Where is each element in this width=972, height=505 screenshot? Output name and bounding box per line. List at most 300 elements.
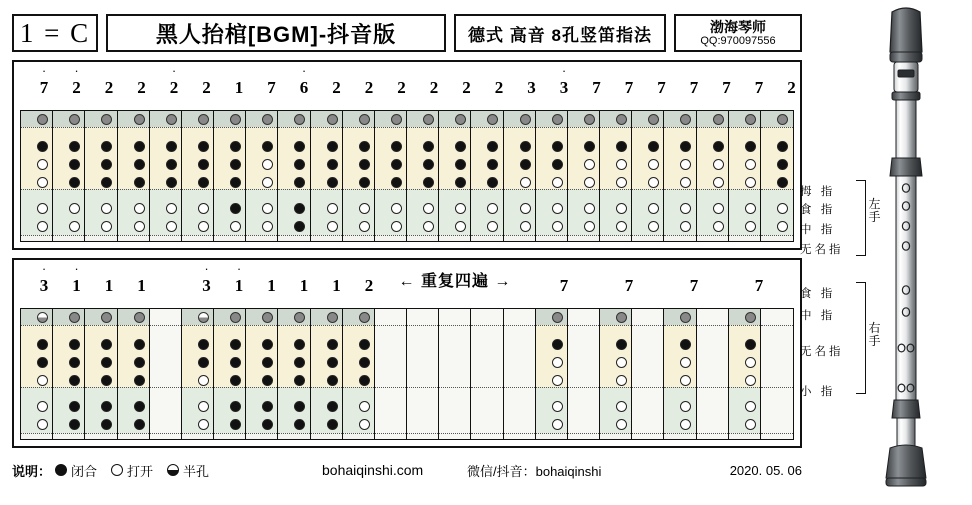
finger-hole xyxy=(584,141,595,152)
finger-hole xyxy=(327,401,338,412)
finger-hole xyxy=(327,339,338,350)
note-number: 2 xyxy=(397,78,406,97)
finger-hole xyxy=(648,203,659,214)
finger-hole xyxy=(520,221,531,232)
guide-line xyxy=(85,433,116,434)
guide-line xyxy=(311,127,342,128)
right-hand-label: 右手 xyxy=(868,321,882,349)
guide-line xyxy=(664,325,695,326)
finger-hole xyxy=(230,357,241,368)
finger-hole xyxy=(294,339,305,350)
finger-hole xyxy=(359,339,370,350)
finger-hole xyxy=(69,177,80,188)
fingering-column xyxy=(343,111,375,241)
fingering-column xyxy=(664,309,696,439)
guide-line xyxy=(182,235,213,236)
guide-line xyxy=(729,235,760,236)
guide-line xyxy=(343,325,374,326)
guide-line xyxy=(118,235,149,236)
note-number: 2 xyxy=(364,276,374,295)
guide-line xyxy=(343,433,374,434)
thumb-hole xyxy=(262,312,273,323)
guide-line xyxy=(311,189,342,190)
finger-hole xyxy=(37,339,48,350)
finger-hole xyxy=(552,357,563,368)
guide-line xyxy=(407,387,438,388)
finger-hole xyxy=(134,221,145,232)
finger-hole xyxy=(198,419,209,430)
guide-line xyxy=(53,127,84,128)
finger-hole xyxy=(262,203,273,214)
guide-line xyxy=(632,387,663,388)
finger-hole xyxy=(262,357,273,368)
fingering-column xyxy=(150,309,182,439)
guide-line xyxy=(53,325,84,326)
finger-hole xyxy=(262,141,273,152)
fingering-column xyxy=(118,111,150,241)
octave-dot: . xyxy=(42,258,46,273)
guide-line xyxy=(375,235,406,236)
finger-hole xyxy=(69,203,80,214)
fingering-column xyxy=(729,309,761,439)
guide-line xyxy=(118,433,149,434)
guide-line xyxy=(729,325,760,326)
thumb-hole xyxy=(327,312,338,323)
guide-line xyxy=(600,127,631,128)
thumb-hole xyxy=(359,312,370,323)
guide-line xyxy=(439,189,470,190)
finger-hole xyxy=(198,357,209,368)
finger-hole xyxy=(680,141,691,152)
finger-hole xyxy=(327,419,338,430)
guide-line xyxy=(504,127,535,128)
guide-line xyxy=(664,235,695,236)
finger-hole xyxy=(648,159,659,170)
finger-hole xyxy=(359,221,370,232)
guide-line xyxy=(697,433,728,434)
fingering-column xyxy=(664,111,696,241)
guide-line xyxy=(439,127,470,128)
finger-hole xyxy=(616,357,627,368)
guide-line xyxy=(536,235,567,236)
finger-hole xyxy=(101,221,112,232)
fingering-column xyxy=(375,111,407,241)
guide-line xyxy=(375,433,406,434)
fingering-column xyxy=(439,309,471,439)
octave-dot: . xyxy=(42,60,46,75)
guide-line xyxy=(761,127,793,128)
header xyxy=(12,14,802,52)
fingering-column xyxy=(504,309,536,439)
finger-hole xyxy=(616,419,627,430)
guide-line xyxy=(150,433,181,434)
guide-line xyxy=(439,235,470,236)
guide-line xyxy=(21,433,52,434)
finger-hole xyxy=(101,357,112,368)
fingering-column xyxy=(214,309,246,439)
finger-hole xyxy=(37,159,48,170)
finger-hole xyxy=(294,401,305,412)
finger-hole xyxy=(230,203,241,214)
guide-line xyxy=(697,127,728,128)
finger-hole xyxy=(616,141,627,152)
finger-hole xyxy=(294,375,305,386)
fingering-column xyxy=(182,309,214,439)
guide-line xyxy=(407,189,438,190)
thumb-hole xyxy=(230,114,241,125)
finger-hole xyxy=(423,203,434,214)
thumb-hole xyxy=(680,312,691,323)
footer xyxy=(12,458,802,482)
finger-hole xyxy=(69,141,80,152)
finger-hole xyxy=(487,141,498,152)
note-number: 7 xyxy=(559,276,569,295)
note-number: 6 xyxy=(299,78,309,97)
note-number: 3 xyxy=(39,276,49,295)
right-hand-brace xyxy=(856,282,866,394)
finger-hole xyxy=(455,177,466,188)
guide-line xyxy=(278,433,309,434)
fingering-column xyxy=(278,309,310,439)
fingering-column xyxy=(471,111,503,241)
note-number: 7 xyxy=(689,276,699,295)
finger-hole xyxy=(777,177,788,188)
finger-hole xyxy=(359,357,370,368)
guide-line xyxy=(664,189,695,190)
fingering-column xyxy=(21,111,53,241)
finger-hole xyxy=(230,375,241,386)
guide-line xyxy=(761,235,793,236)
finger-hole xyxy=(134,401,145,412)
finger-hole xyxy=(262,375,273,386)
note-number: 2 xyxy=(202,78,211,97)
finger-hole xyxy=(198,141,209,152)
thumb-hole xyxy=(713,114,724,125)
guide-line xyxy=(536,189,567,190)
guide-line xyxy=(375,127,406,128)
fingering-column xyxy=(150,111,182,241)
repeat-marker: ← 重复四遍 → xyxy=(398,273,512,290)
finger-label-1: 食 指 xyxy=(800,204,836,216)
fingering-column xyxy=(343,309,375,439)
guide-line xyxy=(118,127,149,128)
guide-line xyxy=(504,189,535,190)
note-number: 1 xyxy=(299,276,309,295)
guide-line xyxy=(407,235,438,236)
thumb-hole xyxy=(37,114,48,125)
finger-hole xyxy=(616,339,627,350)
guide-line xyxy=(278,127,309,128)
guide-line xyxy=(729,127,760,128)
legend-half xyxy=(167,461,209,480)
finger-hole xyxy=(777,221,788,232)
finger-label-7: 小 指 xyxy=(800,386,836,398)
note-number: 1 xyxy=(234,78,244,97)
note-number: 7 xyxy=(689,78,699,97)
guide-line xyxy=(664,433,695,434)
finger-hole xyxy=(552,141,563,152)
fingering-grid-1 xyxy=(20,110,794,242)
guide-line xyxy=(182,325,213,326)
finger-hole xyxy=(327,203,338,214)
fingering-column xyxy=(761,309,793,439)
note-number: 1 xyxy=(72,276,81,295)
fingering-column xyxy=(53,309,85,439)
finger-hole xyxy=(680,339,691,350)
guide-line xyxy=(375,189,406,190)
finger-hole xyxy=(616,177,627,188)
guide-line xyxy=(182,189,213,190)
finger-hole xyxy=(327,159,338,170)
guide-line xyxy=(471,235,502,236)
finger-hole xyxy=(69,357,80,368)
finger-hole xyxy=(520,203,531,214)
brand-name: 渤海琴师 xyxy=(710,18,766,35)
octave-dot: . xyxy=(302,60,306,75)
thumb-hole xyxy=(520,114,531,125)
guide-line xyxy=(53,433,84,434)
guide-line xyxy=(375,325,406,326)
guide-line xyxy=(504,235,535,236)
finger-hole xyxy=(680,419,691,430)
thumb-hole xyxy=(69,114,80,125)
guide-line xyxy=(21,127,52,128)
guide-line xyxy=(311,387,342,388)
finger-hole xyxy=(101,159,112,170)
thumb-hole xyxy=(423,114,434,125)
finger-hole xyxy=(584,203,595,214)
note-number: 2 xyxy=(429,78,439,97)
recorder-labels xyxy=(792,0,902,500)
thumb-hole xyxy=(327,114,338,125)
note-number: 3 xyxy=(527,78,536,97)
finger-hole xyxy=(745,401,756,412)
finger-hole xyxy=(552,375,563,386)
note-number: 7 xyxy=(754,276,764,295)
finger-hole xyxy=(37,401,48,412)
thumb-hole xyxy=(198,312,209,323)
finger-hole xyxy=(134,177,145,188)
website: bohaiqinshi.com xyxy=(322,462,424,478)
guide-line xyxy=(343,127,374,128)
finger-hole xyxy=(327,221,338,232)
fingering-column xyxy=(407,309,439,439)
octave-dot: . xyxy=(74,60,79,75)
guide-line xyxy=(471,433,502,434)
finger-hole xyxy=(745,177,756,188)
legend-open xyxy=(111,461,153,480)
fingering-grid-2 xyxy=(20,308,794,440)
finger-hole xyxy=(294,159,305,170)
fingering-column xyxy=(85,309,117,439)
guide-line xyxy=(632,235,663,236)
guide-line xyxy=(278,387,309,388)
finger-hole xyxy=(423,159,434,170)
guide-line xyxy=(150,189,181,190)
finger-hole xyxy=(423,141,434,152)
guide-line xyxy=(761,433,793,434)
finger-hole xyxy=(327,357,338,368)
finger-hole xyxy=(294,203,305,214)
guide-line xyxy=(150,235,181,236)
guide-line xyxy=(632,127,663,128)
guide-line xyxy=(278,235,309,236)
guide-line xyxy=(118,325,149,326)
finger-hole xyxy=(680,401,691,412)
thumb-hole xyxy=(101,114,112,125)
fingering-column xyxy=(600,309,632,439)
open-hole-icon xyxy=(111,464,123,476)
thumb-hole xyxy=(166,114,177,125)
finger-hole xyxy=(616,159,627,170)
finger-hole xyxy=(198,177,209,188)
guide-line xyxy=(407,325,438,326)
thumb-hole xyxy=(134,312,145,323)
legend-closed-label: 闭合 xyxy=(71,463,98,479)
thumb-hole xyxy=(101,312,112,323)
finger-hole xyxy=(294,221,305,232)
closed-hole-icon xyxy=(55,464,67,476)
finger-hole xyxy=(391,159,402,170)
finger-hole xyxy=(198,401,209,412)
guide-line xyxy=(761,189,793,190)
finger-hole xyxy=(134,159,145,170)
finger-hole xyxy=(294,419,305,430)
finger-hole xyxy=(616,221,627,232)
guide-line xyxy=(278,325,309,326)
note-number: 1 xyxy=(137,276,146,295)
fingering-column xyxy=(118,309,150,439)
octave-dot: . xyxy=(562,60,566,75)
finger-hole xyxy=(455,141,466,152)
thumb-hole xyxy=(69,312,80,323)
finger-hole xyxy=(359,177,370,188)
note-number: 7 xyxy=(624,276,634,295)
guide-line xyxy=(697,235,728,236)
finger-hole xyxy=(230,419,241,430)
guide-line xyxy=(118,387,149,388)
fingering-column xyxy=(85,111,117,241)
finger-hole xyxy=(101,375,112,386)
finger-hole xyxy=(713,221,724,232)
guide-line xyxy=(504,387,535,388)
finger-hole xyxy=(101,339,112,350)
finger-hole xyxy=(680,159,691,170)
guide-line xyxy=(439,325,470,326)
guide-line xyxy=(21,189,52,190)
fingering-column xyxy=(536,309,568,439)
thumb-hole xyxy=(487,114,498,125)
guide-line xyxy=(439,387,470,388)
guide-line xyxy=(21,325,52,326)
thumb-hole xyxy=(552,312,563,323)
finger-hole xyxy=(680,375,691,386)
finger-hole xyxy=(359,401,370,412)
note-number: 2 xyxy=(364,78,374,97)
guide-line xyxy=(697,387,728,388)
social-handle: 微信/抖音：bohaiqinshi xyxy=(467,463,602,479)
finger-hole xyxy=(37,375,48,386)
guide-line xyxy=(343,235,374,236)
finger-hole xyxy=(134,339,145,350)
finger-hole xyxy=(552,159,563,170)
legend-open-label: 打开 xyxy=(127,463,154,479)
thumb-hole xyxy=(616,114,627,125)
finger-hole xyxy=(37,221,48,232)
finger-hole xyxy=(745,203,756,214)
finger-hole xyxy=(101,203,112,214)
guide-line xyxy=(85,387,116,388)
finger-hole xyxy=(777,141,788,152)
finger-hole xyxy=(37,141,48,152)
finger-hole xyxy=(520,141,531,152)
finger-hole xyxy=(455,221,466,232)
guide-line xyxy=(53,189,84,190)
note-number: 2 xyxy=(72,78,81,97)
guide-line xyxy=(600,433,631,434)
note-number: 2 xyxy=(137,78,146,97)
finger-hole xyxy=(745,339,756,350)
finger-hole xyxy=(198,203,209,214)
fingering-column xyxy=(600,111,632,241)
finger-hole xyxy=(69,159,80,170)
guide-line xyxy=(85,189,116,190)
finger-hole xyxy=(745,159,756,170)
finger-hole xyxy=(745,419,756,430)
finger-hole xyxy=(520,159,531,170)
thumb-hole xyxy=(584,114,595,125)
finger-hole xyxy=(552,203,563,214)
note-number: 7 xyxy=(39,78,49,97)
fingering-column xyxy=(439,111,471,241)
finger-hole xyxy=(423,177,434,188)
finger-hole xyxy=(230,141,241,152)
finger-hole xyxy=(552,419,563,430)
finger-hole xyxy=(552,339,563,350)
finger-hole xyxy=(423,221,434,232)
fingering-style: 德式 高音 8孔竖笛指法 xyxy=(454,14,666,52)
guide-line xyxy=(311,325,342,326)
finger-hole xyxy=(359,375,370,386)
guide-line xyxy=(600,235,631,236)
finger-hole xyxy=(69,419,80,430)
note-number: 7 xyxy=(624,78,634,97)
legend-closed xyxy=(55,461,97,480)
fingering-column xyxy=(632,309,664,439)
thumb-hole xyxy=(37,312,48,323)
finger-hole xyxy=(294,357,305,368)
guide-line xyxy=(246,189,277,190)
guide-line xyxy=(761,387,793,388)
guide-line xyxy=(471,189,502,190)
staff-block-2 xyxy=(12,258,802,448)
fingering-column xyxy=(471,309,503,439)
fingering-column xyxy=(246,309,278,439)
fingering-column xyxy=(311,309,343,439)
note-number: 1 xyxy=(234,276,244,295)
finger-hole xyxy=(198,221,209,232)
fingering-column xyxy=(761,111,793,241)
finger-hole xyxy=(166,177,177,188)
finger-hole xyxy=(552,221,563,232)
guide-line xyxy=(632,189,663,190)
finger-hole xyxy=(745,141,756,152)
finger-hole xyxy=(745,357,756,368)
guide-line xyxy=(21,387,52,388)
guide-line xyxy=(118,189,149,190)
left-hand-label: 左手 xyxy=(868,197,882,225)
finger-hole xyxy=(713,203,724,214)
